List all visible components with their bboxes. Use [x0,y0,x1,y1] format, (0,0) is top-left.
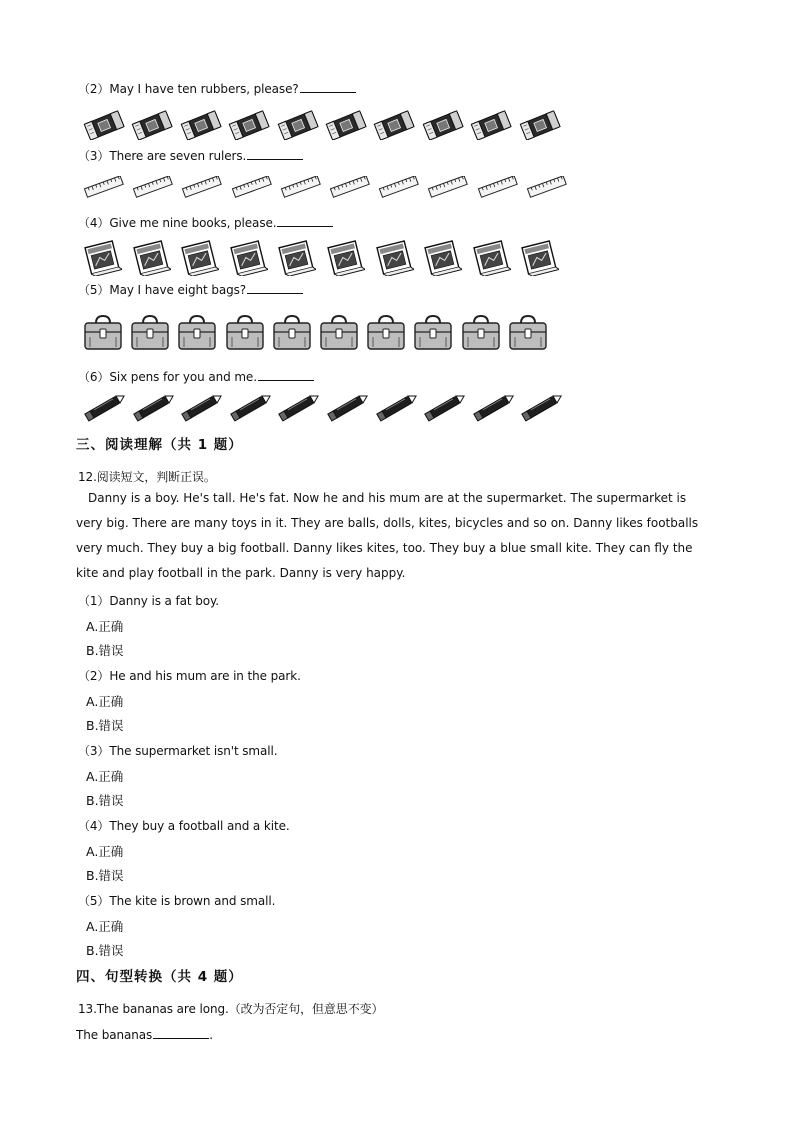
book-row [82,240,568,280]
pen-icon [325,392,371,426]
book-icon [325,240,365,280]
pen-icon [131,392,177,426]
option-b-wrong[interactable]: B.错误 [86,793,124,808]
rubber-icon [421,110,465,144]
rubber-icon [324,110,368,144]
bag-icon [507,314,549,356]
ruler-icon [426,176,470,202]
answer-blank-13[interactable] [153,1026,209,1039]
option-a-correct[interactable]: A.正确 [86,844,124,859]
statement-1: （1）Danny is a fat boy. [78,594,219,608]
question-2: （2）May I have ten rubbers, please? [78,80,356,97]
bag-icon [460,314,502,356]
rubber-row [82,110,566,144]
rubber-icon [276,110,320,144]
bag-icon [318,314,360,356]
ruler-icon [82,176,126,202]
option-a-correct[interactable]: A.正确 [86,619,124,634]
question-5: （5）May I have eight bags? [78,281,303,298]
book-icon [276,240,316,280]
answer-blank-5[interactable] [247,281,303,294]
book-icon [82,240,122,280]
question-4: （4）Give me nine books, please. [78,214,333,231]
ruler-icon [328,176,372,202]
bag-icon [412,314,454,356]
reading-passage: Danny is a boy. He's tall. He's fat. Now he and his mum are at the supermarket. The supermarket is very big. There are many toys in it. They are balls, dolls, kites, bicycles and so on. Danny likes footballs very much. They buy a big football. Danny likes kites, too. They buy a blue small kite. They can fly the kite and play football in the park. Danny is very happy. [76,491,699,580]
pen-icon [82,392,128,426]
rubber-icon [179,110,223,144]
book-icon [471,240,511,280]
ruler-row [82,176,574,202]
option-b-wrong[interactable]: B.错误 [86,943,124,958]
pen-icon [471,392,517,426]
ruler-icon [180,176,224,202]
book-icon [131,240,171,280]
rubber-icon [469,110,513,144]
statement-2: （2）He and his mum are in the park. [78,669,301,683]
answer-blank-2[interactable] [300,80,356,93]
pen-icon [276,392,322,426]
question-3: （3）There are seven rulers. [78,147,303,164]
section-3-title: 三、阅读理解（共 1 题） [76,437,243,453]
statement-4: （4）They buy a football and a kite. [78,819,290,833]
rubber-icon [130,110,174,144]
rubber-icon [82,110,126,144]
bag-icon [271,314,313,356]
answer-blank-3[interactable] [247,147,303,160]
option-a-correct[interactable]: A.正确 [86,919,124,934]
pen-icon [228,392,274,426]
option-b-wrong[interactable]: B.错误 [86,868,124,883]
book-icon [179,240,219,280]
book-icon [228,240,268,280]
bag-icon [224,314,266,356]
question-13: 13.The bananas are long.（改为否定句，但意思不变） [78,1002,384,1016]
bag-row [82,314,554,356]
pen-icon [422,392,468,426]
ruler-icon [230,176,274,202]
ruler-icon [525,176,569,202]
bag-icon [176,314,218,356]
option-b-wrong[interactable]: B.错误 [86,643,124,658]
question-13-answer-line: The bananas . [76,1028,213,1042]
statement-3: （3）The supermarket isn't small. [78,744,278,758]
pen-icon [519,392,565,426]
bag-icon [129,314,171,356]
pen-icon [179,392,225,426]
bag-icon [365,314,407,356]
option-a-correct[interactable]: A.正确 [86,769,124,784]
option-a-correct[interactable]: A.正确 [86,694,124,709]
ruler-icon [377,176,421,202]
rubber-icon [227,110,271,144]
question-12-instruction: 12.阅读短文，判断正误。 [78,470,216,484]
ruler-icon [279,176,323,202]
bag-icon [82,314,124,356]
section-4-title: 四、句型转换（共 4 题） [76,969,243,985]
ruler-icon [476,176,520,202]
pen-icon [374,392,420,426]
answer-blank-4[interactable] [277,214,333,227]
question-6: （6）Six pens for you and me. [78,368,314,385]
book-icon [519,240,559,280]
ruler-icon [131,176,175,202]
rubber-icon [372,110,416,144]
statement-5: （5）The kite is brown and small. [78,894,276,908]
book-icon [374,240,414,280]
answer-blank-6[interactable] [258,368,314,381]
option-b-wrong[interactable]: B.错误 [86,718,124,733]
pen-row [82,392,568,426]
rubber-icon [518,110,562,144]
book-icon [422,240,462,280]
